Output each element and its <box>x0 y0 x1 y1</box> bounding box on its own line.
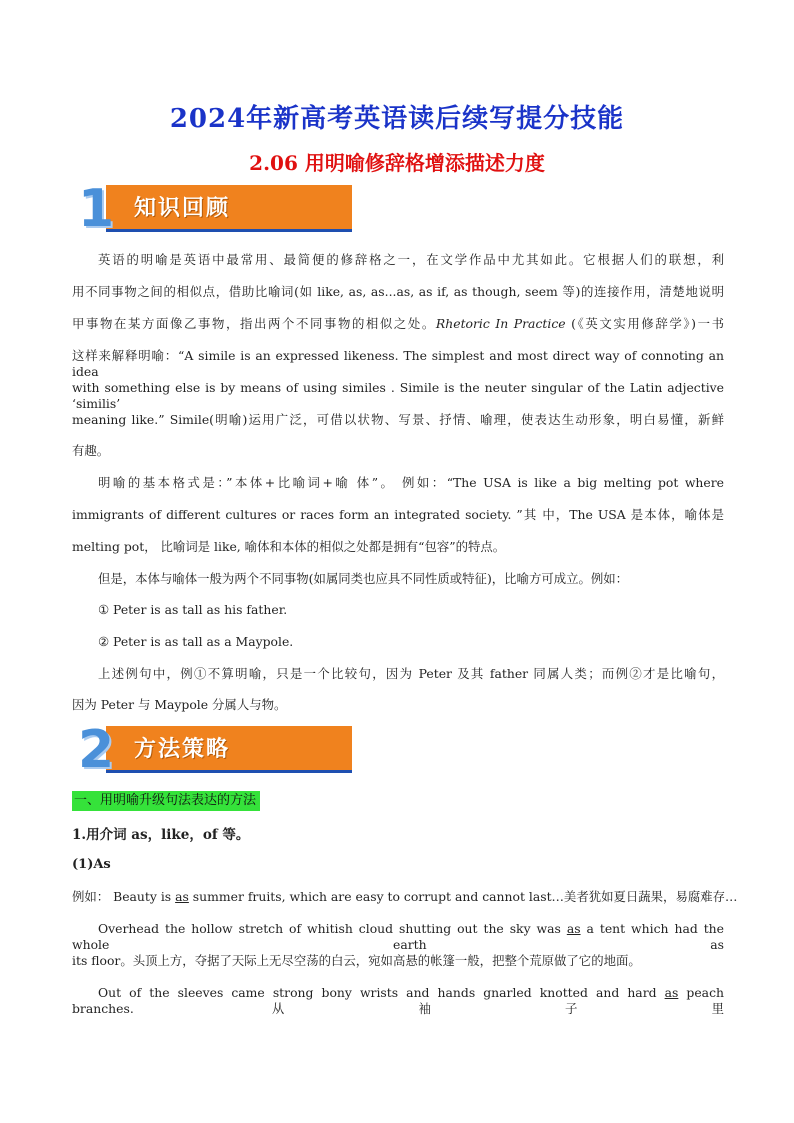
para1-line1: 英语的明喻是英语中最常用、最简便的修辞格之一，在文学作品中尤其如此。它根据人们的联想，利 <box>98 252 724 267</box>
section-2-label: 方法策略 <box>134 737 231 762</box>
para3: 但是，本体与喻体一般为两个不同事物(如属同类也应具不同性质或特征)，比喻方可成立。例如： <box>98 571 629 586</box>
para4-line1: 上述例句中，例①不算明喻，只是一个比较句，因为 Peter 及其 father 同属人类；而例②才是比喻句， <box>98 666 724 681</box>
document-subtitle: 2.06 用明喻修辞格增添描述力度 <box>249 151 545 175</box>
underlined-as: as <box>175 889 189 904</box>
para1-line7: 有趣。 <box>72 443 110 458</box>
heading-1: 1.用介词 as，like，of 等。 <box>72 827 250 843</box>
section-2-number: 2 <box>78 720 115 780</box>
para1-line5: with something else is by means of using similes . Simile is the neuter singular of the Latin adjective ‘similis’ <box>72 380 724 411</box>
para2-line1: 明喻的基本格式是：”本体+比喻词+喻 体”。 例如：“The USA is like a big melting pot where <box>98 475 724 490</box>
highlight-heading: 一、用明喻升级句法表达的方法 <box>72 791 260 811</box>
para1-line3 <box>72 316 724 332</box>
example-as-2-a: Overhead the hollow stretch of whitish cloud shutting out the sky was <box>98 921 567 936</box>
example-as-1 <box>72 889 738 905</box>
heading-1-1: (1)As <box>72 857 111 872</box>
section-1-label: 知识回顾 <box>134 196 231 221</box>
example-as-2-line2: its floor。头顶上方，夺据了天际上无尽空荡的白云，宛如高悬的帐篷一般，把整个荒原做了它的地面。 <box>72 953 641 968</box>
example-2: ② Peter is as tall as a Maypole. <box>98 634 294 649</box>
example-as-1-b: summer fruits, which are easy to corrupt and cannot last…美者犹如夏日蔬果，易腐难存… <box>188 889 738 904</box>
section-1-number: 1 <box>78 179 115 239</box>
para1-line6: meaning like.” Simile(明喻)运用广泛，可借以状物、写景、抒情、喻理，使表达生动形象，明白易懂，新鲜 <box>72 412 724 427</box>
underlined-as: as <box>664 985 679 1000</box>
underlined-as: as <box>566 921 581 936</box>
section-1-rule <box>106 229 352 232</box>
example-as-1-a: 例如： Beauty is <box>72 889 176 904</box>
example-as-3-b: peach branches. 从袖子里 <box>72 985 724 1016</box>
example-1: ① Peter is as tall as his father. <box>98 602 288 617</box>
example-as-2-b: a tent which had the whole earth as <box>72 921 724 952</box>
para1-line3-a: 甲事物在某方面像乙事物，指出两个不同事物的相似之处。 <box>72 316 436 331</box>
section-2-header <box>78 720 288 780</box>
para1-line4: 这样来解释明喻：“A simile is an expressed likeness. The simplest and most direct way of connoting an idea <box>72 348 724 379</box>
example-as-3 <box>72 985 724 1017</box>
para2-line2: immigrants of different cultures or races form an integrated society. ”其 中，The USA 是本体，喻体是 <box>72 507 724 522</box>
example-as-3-a: Out of the sleeves came strong bony wrists and hands gnarled knotted and hard <box>98 985 665 1000</box>
para2-line3: melting pot， 比喻词是 like, 喻体和本体的相似之处都是拥有“包容”的特点。 <box>72 539 506 554</box>
section-2-rule <box>106 770 352 773</box>
document-title: 2024年新高考英语读后续写提分技能 <box>169 104 625 134</box>
para1-line2: 用不同事物之间的相似点，借助比喻词(如 like, as, as...as, as if, as though, seem 等)的连接作用，清楚地说明 <box>72 284 724 299</box>
section-1-header <box>78 179 288 239</box>
example-as-2-line1 <box>72 921 724 953</box>
para1-line3-c: (《英文实用修辞学》)一书 <box>565 316 724 331</box>
book-title: Rhetoric In Practice <box>435 316 566 331</box>
para4-line2: 因为 Peter 与 Maypole 分属人与物。 <box>72 697 287 712</box>
